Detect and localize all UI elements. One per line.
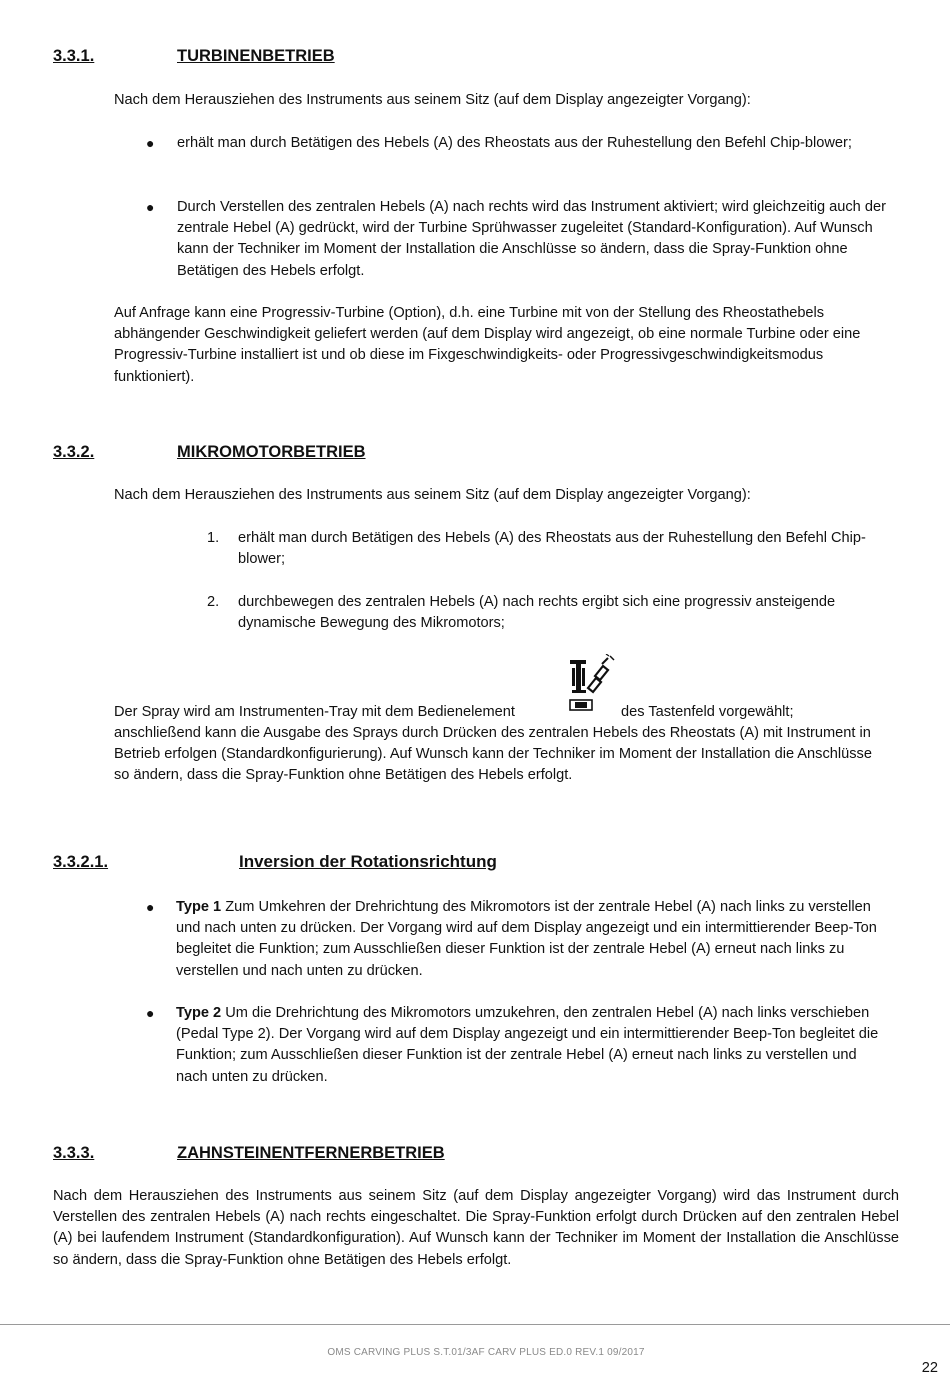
list-marker: 2. <box>207 594 220 610</box>
type-text: Zum Umkehren der Drehrichtung des Mikromotors ist der zentrale Hebel (A) nach links zu verstellen und nach unten zu drücken. Der Vorgang wird auf dem Display angezeigt und ein intermittierender Beep-Ton begleitet die Funktion; zum Ausschließen dieser Funktion ist der zentrale Hebel (A) erneut nach links zu verstellen und nach unten zu drücken. <box>176 899 877 979</box>
bullet-dot: ● <box>146 1005 155 1021</box>
list-item: Durch Verstellen des zentralen Hebels (A) nach rechts wird das Instrument aktiviert; wird gleichzeitig auch der zentrale Hebel (A) gedrückt, wird der Turbine Sprühwasser zugeleitet (Standard-Konfiguration). Auf Wunsch kann der Techniker im Moment der Installation die Anschlüsse so ändern, dass die Spray-Funktion ohne Betätigen des Hebels erfolgt. <box>177 199 886 279</box>
list-item: erhält man durch Betätigen des Hebels (A) des Rheostats aus der Ruhestellung den Befehl Chip-blower; <box>238 530 866 568</box>
section-title: TURBINENBETRIEB <box>177 47 335 65</box>
paragraph: Auf Anfrage kann eine Progressiv-Turbine (Option), d.h. eine Turbine mit von der Stellung des Rheostathebels abhängender Geschwindigkeit geliefert werden (auf dem Display wird angezeigt, ob eine normale Turbine oder eine Progressiv-Turbine installiert ist und ob diese im Fixgeschwindigkeits- oder Progressivgeschwindigkeitsmodus funktioniert). <box>114 305 861 385</box>
page-number: 22 <box>921 1360 938 1376</box>
section-number: 3.3.1. <box>53 47 95 65</box>
section-title: MIKROMOTORBETRIEB <box>177 443 366 461</box>
list-item <box>176 1003 891 1088</box>
paragraph: Der Spray wird am Instrumenten-Tray mit dem Bedienelement <box>114 704 515 720</box>
bullet-dot: ● <box>146 135 155 151</box>
type-label: Type 1 <box>176 899 222 915</box>
paragraph: Nach dem Herausziehen des Instruments aus seinem Sitz (auf dem Display angezeigter Vorgang) wird das Instrument durch Verstellen des zentralen Hebels (A) nach rechts eingeschaltet. Die Spray-Funktion erfolgt durch Drücken auf den zentralen Hebel (A) bei laufendem Instrument (Standardkonfiguration). Auf Wunsch kann der Techniker im Moment der Installation die Anschlüsse so ändern, dass die Spray-Funktion ohne Betätigen des Hebels erfolgt. <box>53 1188 899 1268</box>
paragraph: Nach dem Herausziehen des Instruments aus seinem Sitz (auf dem Display angezeigter Vorgang): <box>114 92 751 108</box>
section-number: 3.3.2.1. <box>53 853 109 871</box>
section-number: 3.3.3. <box>53 1144 95 1162</box>
section-number: 3.3.2. <box>53 443 95 461</box>
spray-icon <box>566 654 618 714</box>
footer-divider <box>0 1324 950 1325</box>
type-text: Um die Drehrichtung des Mikromotors umzukehren, den zentralen Hebel (A) nach links verschieben (Pedal Type 2). Der Vorgang wird auf dem Display angezeigt und ein intermittierender Beep-Ton begleitet die Funktion; zum Ausschließen dieser Funktion ist der zentrale Hebel (A) erneut nach links zu verstellen und nach unten zu drücken. <box>176 1005 879 1085</box>
bullet-dot: ● <box>146 899 155 915</box>
list-marker: 1. <box>207 530 220 546</box>
paragraph: Nach dem Herausziehen des Instruments aus seinem Sitz (auf dem Display angezeigter Vorgang): <box>114 487 751 503</box>
list-item <box>176 897 896 982</box>
bullet-dot: ● <box>146 199 155 215</box>
list-item: durchbewegen des zentralen Hebels (A) nach rechts ergibt sich eine progressiv ansteigende dynamische Bewegung des Mikromotors; <box>238 594 836 632</box>
section-title: ZAHNSTEINENTFERNERBETRIEB <box>177 1144 445 1162</box>
paragraph: des Tastenfeld vorgewählt; <box>621 704 794 720</box>
section-title: Inversion der Rotationsrichtung <box>239 852 497 871</box>
type-label: Type 2 <box>176 1005 222 1021</box>
footer-doc-ref: OMS CARVING PLUS S.T.01/3AF CARV PLUS ED.0 REV.1 09/2017 <box>327 1347 645 1358</box>
list-item: erhält man durch Betätigen des Hebels (A) des Rheostats aus der Ruhestellung den Befehl Chip-blower; <box>177 135 852 151</box>
paragraph: anschließend kann die Ausgabe des Sprays durch Drücken des zentralen Hebels des Rheostats (A) mit Instrument in Betrieb erfolgen (Standardkonfigurierung). Auf Wunsch kann der Techniker im Moment der Installation die Anschlüsse so ändern, dass die Spray-Funktion ohne Betätigen des Hebels erfolgt. <box>114 725 872 784</box>
